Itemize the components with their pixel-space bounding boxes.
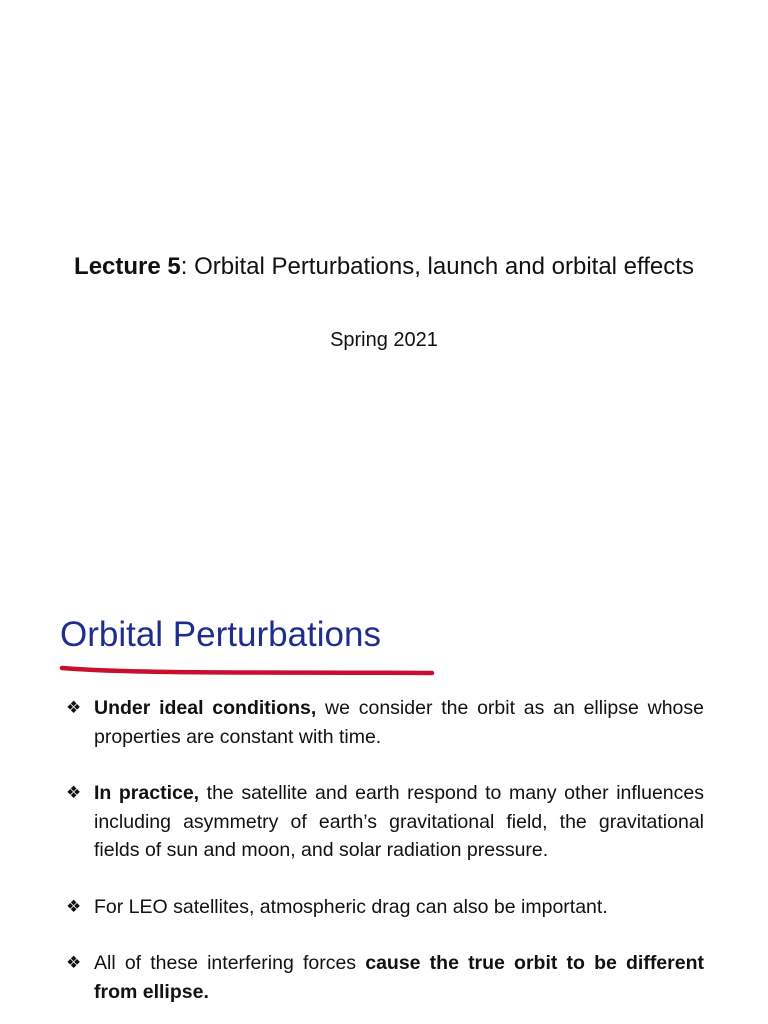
bullet-leo-drag xyxy=(66,893,704,922)
bullet-text: For LEO satellites, atmospheric drag can also be important. xyxy=(94,895,608,918)
lecture-term: Spring 2021 xyxy=(330,329,438,351)
content-slide xyxy=(0,512,768,1024)
lecture-number: Lecture 5 xyxy=(74,253,181,280)
bullet-in-practice xyxy=(66,779,704,865)
heading-underline-icon xyxy=(58,652,438,682)
bullet-lead: Under ideal conditions, xyxy=(94,697,317,719)
bullet-text: the satellite and earth respond to many other influences including asymmetry of earth’s gravitational field, the gravitational fields of sun and moon, and solar radiation pressure. xyxy=(94,782,704,861)
bullet-text: All of these interfering forces xyxy=(94,952,366,974)
diamond-bullet-icon: ❖ xyxy=(66,896,82,916)
diamond-bullet-icon: ❖ xyxy=(66,783,82,802)
bullet-emphasis: cause the true orbit to be different from ellipse. xyxy=(94,952,704,1003)
bullet-interfering-forces xyxy=(66,949,704,1006)
bullet-text: we consider the orbit as an ellipse whose properties are constant with time. xyxy=(94,697,704,748)
diamond-bullet-icon: ❖ xyxy=(66,698,82,717)
bullet-lead: In practice, xyxy=(94,782,200,804)
diamond-bullet-icon: ❖ xyxy=(66,953,82,972)
bullet-list xyxy=(66,694,704,1024)
lecture-topic: : Orbital Perturbations, launch and orbital effects xyxy=(180,253,694,280)
slide-heading: Orbital Perturbations xyxy=(60,615,381,654)
bullet-ideal-conditions xyxy=(66,694,704,751)
lecture-title xyxy=(0,250,768,284)
